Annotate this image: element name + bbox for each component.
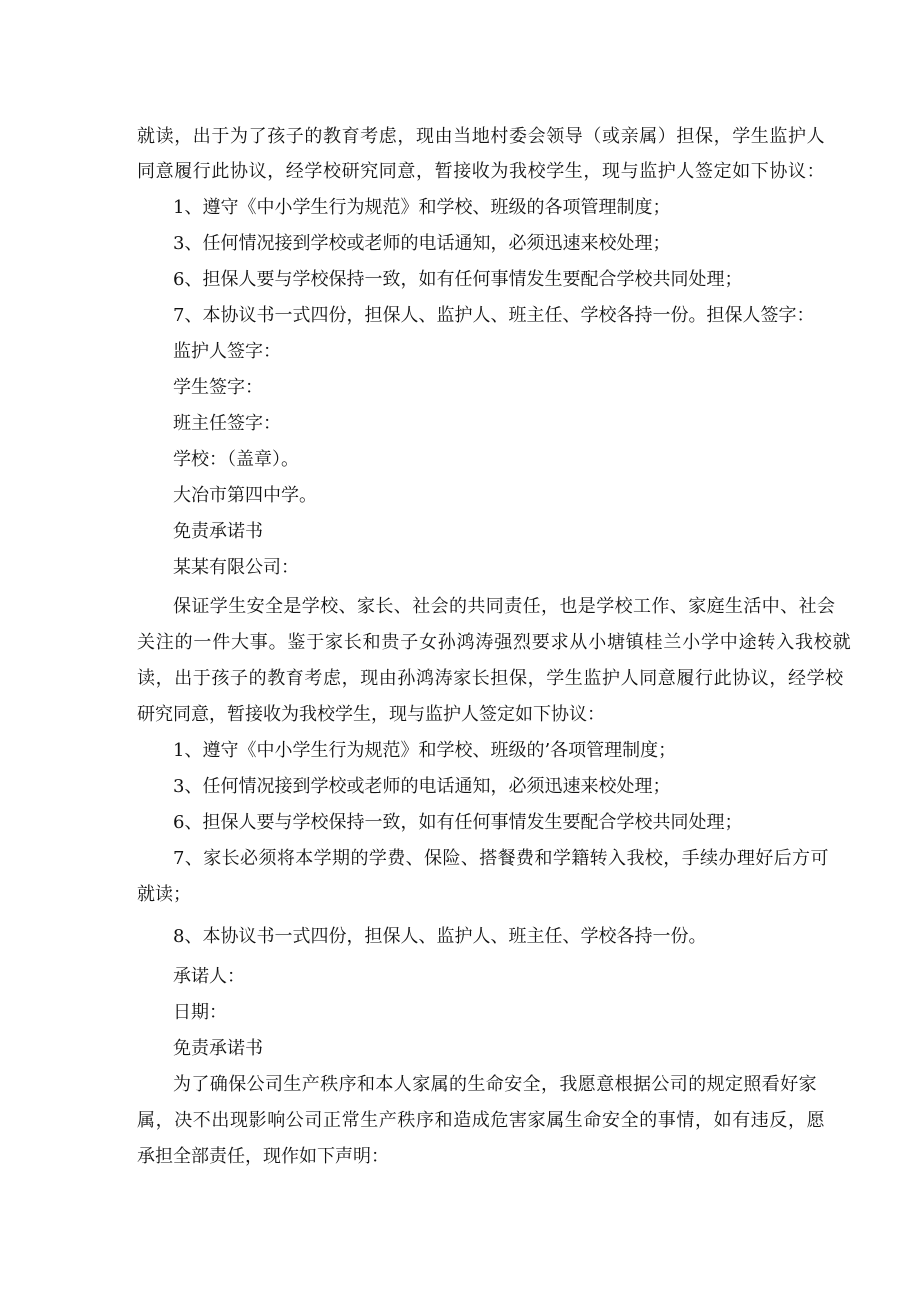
school-name: 大冶市第四中学。: [173, 485, 317, 506]
list-item: 8、本协议书一式四份，担保人、监护人、班主任、学校各持一份。: [173, 926, 707, 947]
section-title: 免责承诺书: [173, 521, 263, 542]
list-item: 7、本协议书一式四份，担保人、监护人、班主任、学校各持一份。担保人签字：: [173, 305, 815, 326]
addressee: 某某有限公司：: [173, 557, 299, 578]
signature-student: 学生签字：: [173, 377, 263, 398]
intro-line-2: 同意履行此协议，经学校研究同意，暂接收为我校学生，现与监护人签定如下协议：: [137, 161, 826, 182]
signature-head-teacher: 班主任签字：: [173, 413, 281, 434]
list-item: 1、遵守《中小学生行为规范》和学校、班级的各项管理制度；: [173, 197, 671, 218]
list-item: 3、任何情况接到学校或老师的电话通知，必须迅速来校处理；: [173, 233, 671, 254]
list-item: 3、任何情况接到学校或老师的电话通知，必须迅速来校处理；: [173, 776, 671, 797]
paragraph-line: 属，决不出现影响公司正常生产秩序和造成危害家属生命安全的事情，如有违反，愿: [137, 1110, 826, 1131]
list-item: 7、家长必须将本学期的学费、保险、搭餐费和学籍转入我校，手续办理好后方可: [173, 848, 829, 869]
promiser-label: 承诺人：: [173, 966, 245, 987]
paragraph-line: 保证学生安全是学校、家长、社会的共同责任，也是学校工作、家庭生活中、社会: [173, 596, 836, 617]
signature-guardian: 监护人签字：: [173, 341, 281, 362]
paragraph-line: 关注的一件大事。鉴于家长和贵子女孙鸿涛强烈要求从小塘镇桂兰小学中途转入我校就: [137, 632, 852, 653]
paragraph-line: 研究同意，暂接收为我校学生，现与监护人签定如下协议：: [137, 704, 605, 725]
list-item: 6、担保人要与学校保持一致，如有任何事情发生要配合学校共同处理；: [173, 812, 743, 833]
signature-school-seal: 学校：（盖章）。: [173, 449, 299, 470]
list-item: 1、遵守《中小学生行为规范》和学校、班级的’各项管理制度；: [173, 740, 677, 761]
section-title: 免责承诺书: [173, 1038, 263, 1059]
intro-line-1: 就读，出于为了孩子的教育考虑，现由当地村委会领导（或亲属）担保，学生监护人: [137, 126, 826, 147]
paragraph-line: 为了确保公司生产秩序和本人家属的生命安全，我愿意根据公司的规定照看好家: [173, 1074, 817, 1095]
paragraph-line: 读，出于孩子的教育考虑，现由孙鸿涛家长担保，学生监护人同意履行此协议，经学校: [137, 668, 844, 689]
date-label: 日期：: [173, 1002, 227, 1023]
list-item: 6、担保人要与学校保持一致，如有任何事情发生要配合学校共同处理；: [173, 269, 743, 290]
paragraph-line: 承担全部责任，现作如下声明：: [137, 1146, 389, 1167]
list-item-continuation: 就读；: [137, 884, 191, 905]
